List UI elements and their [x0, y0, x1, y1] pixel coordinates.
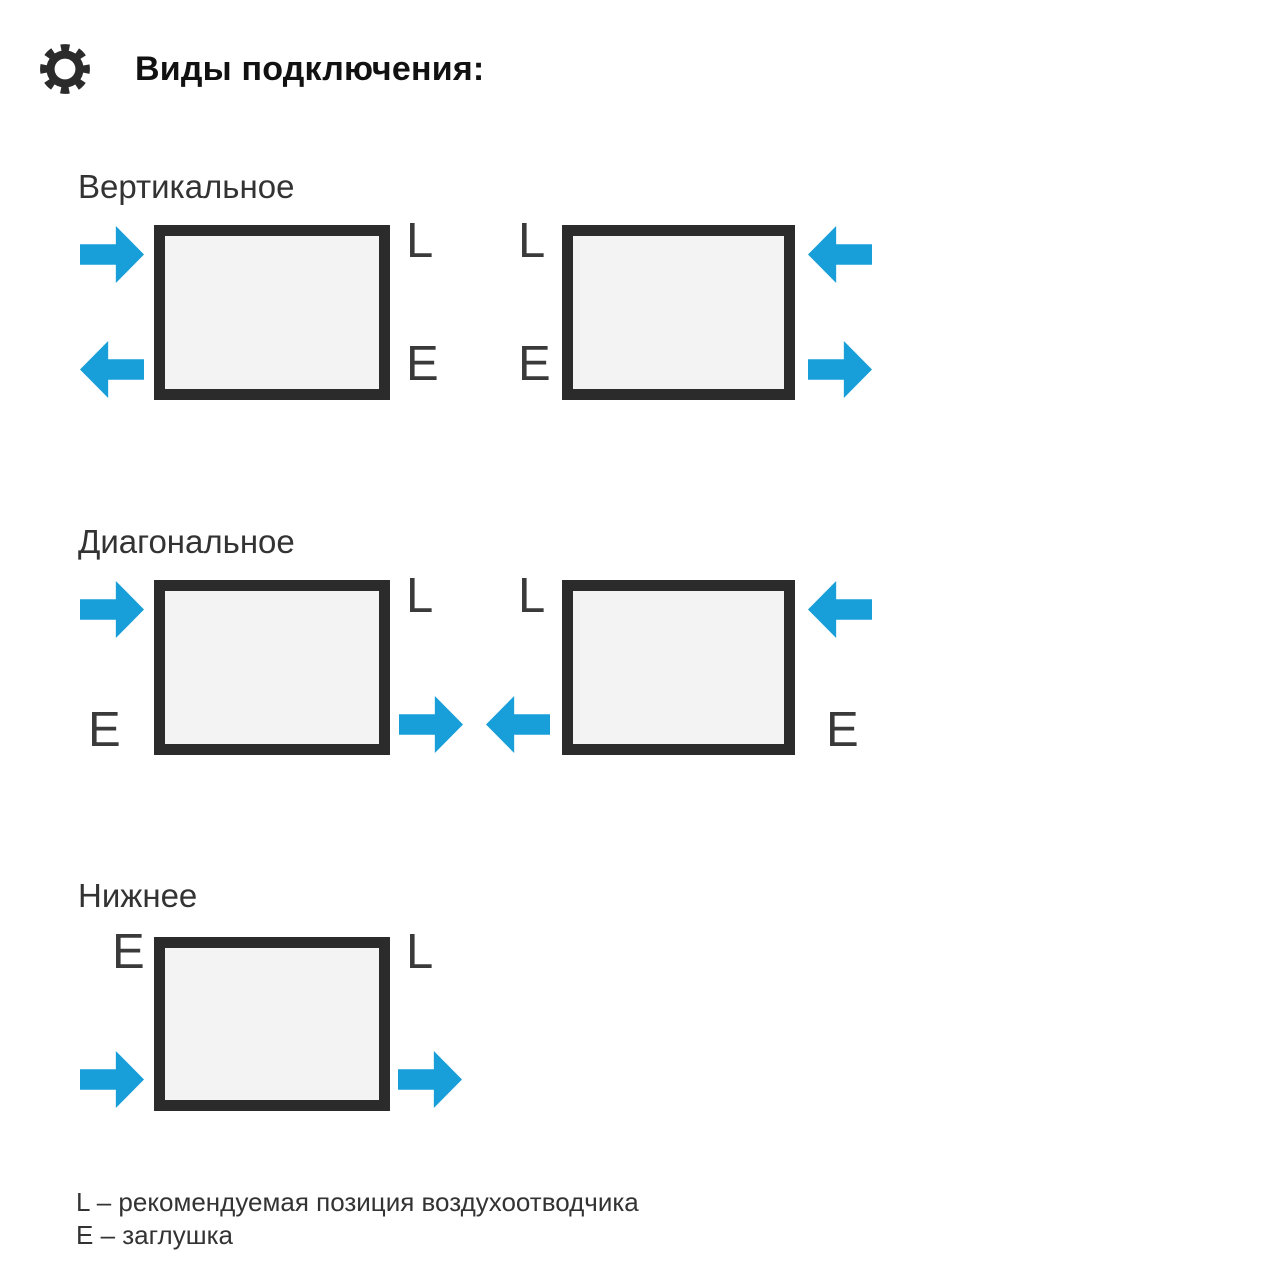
legend [76, 1186, 639, 1252]
radiator-rect [154, 225, 390, 400]
port-label-e: E [88, 703, 121, 757]
port-label-l: L [406, 569, 434, 623]
inlet-arrow-right-icon [80, 581, 144, 638]
port-label-e: E [112, 925, 145, 979]
section-title-diagonal: Диагональное [78, 523, 295, 560]
outlet-arrow-left-icon [486, 696, 550, 753]
inlet-arrow-left-icon [808, 226, 872, 283]
outlet-arrow-right-icon [399, 696, 463, 753]
outlet-arrow-right-icon [808, 341, 872, 398]
outlet-arrow-left-icon [80, 341, 144, 398]
legend-line-e: E – заглушка [76, 1220, 233, 1250]
radiator-rect [154, 580, 390, 755]
inlet-arrow-right-icon [80, 226, 144, 283]
gear-icon [36, 40, 94, 98]
section-title-vertical: Вертикальное [78, 168, 295, 205]
port-label-e: E [406, 337, 439, 391]
inlet-arrow-left-icon [808, 581, 872, 638]
port-label-e: E [518, 337, 551, 391]
radiator-rect [562, 580, 795, 755]
radiator-rect [154, 937, 390, 1111]
section-title-bottom: Нижнее [78, 877, 198, 914]
port-label-l: L [406, 925, 434, 979]
port-label-l: L [518, 214, 546, 268]
page-title: Виды подключения: [135, 50, 485, 88]
outlet-arrow-right-icon [398, 1051, 462, 1108]
port-label-e: E [826, 703, 859, 757]
legend-line-l: L – рекомендуемая позиция воздухоотводчика [76, 1187, 639, 1217]
inlet-arrow-right-icon [80, 1051, 144, 1108]
port-label-l: L [406, 214, 434, 268]
radiator-rect [562, 225, 795, 400]
port-label-l: L [518, 569, 546, 623]
